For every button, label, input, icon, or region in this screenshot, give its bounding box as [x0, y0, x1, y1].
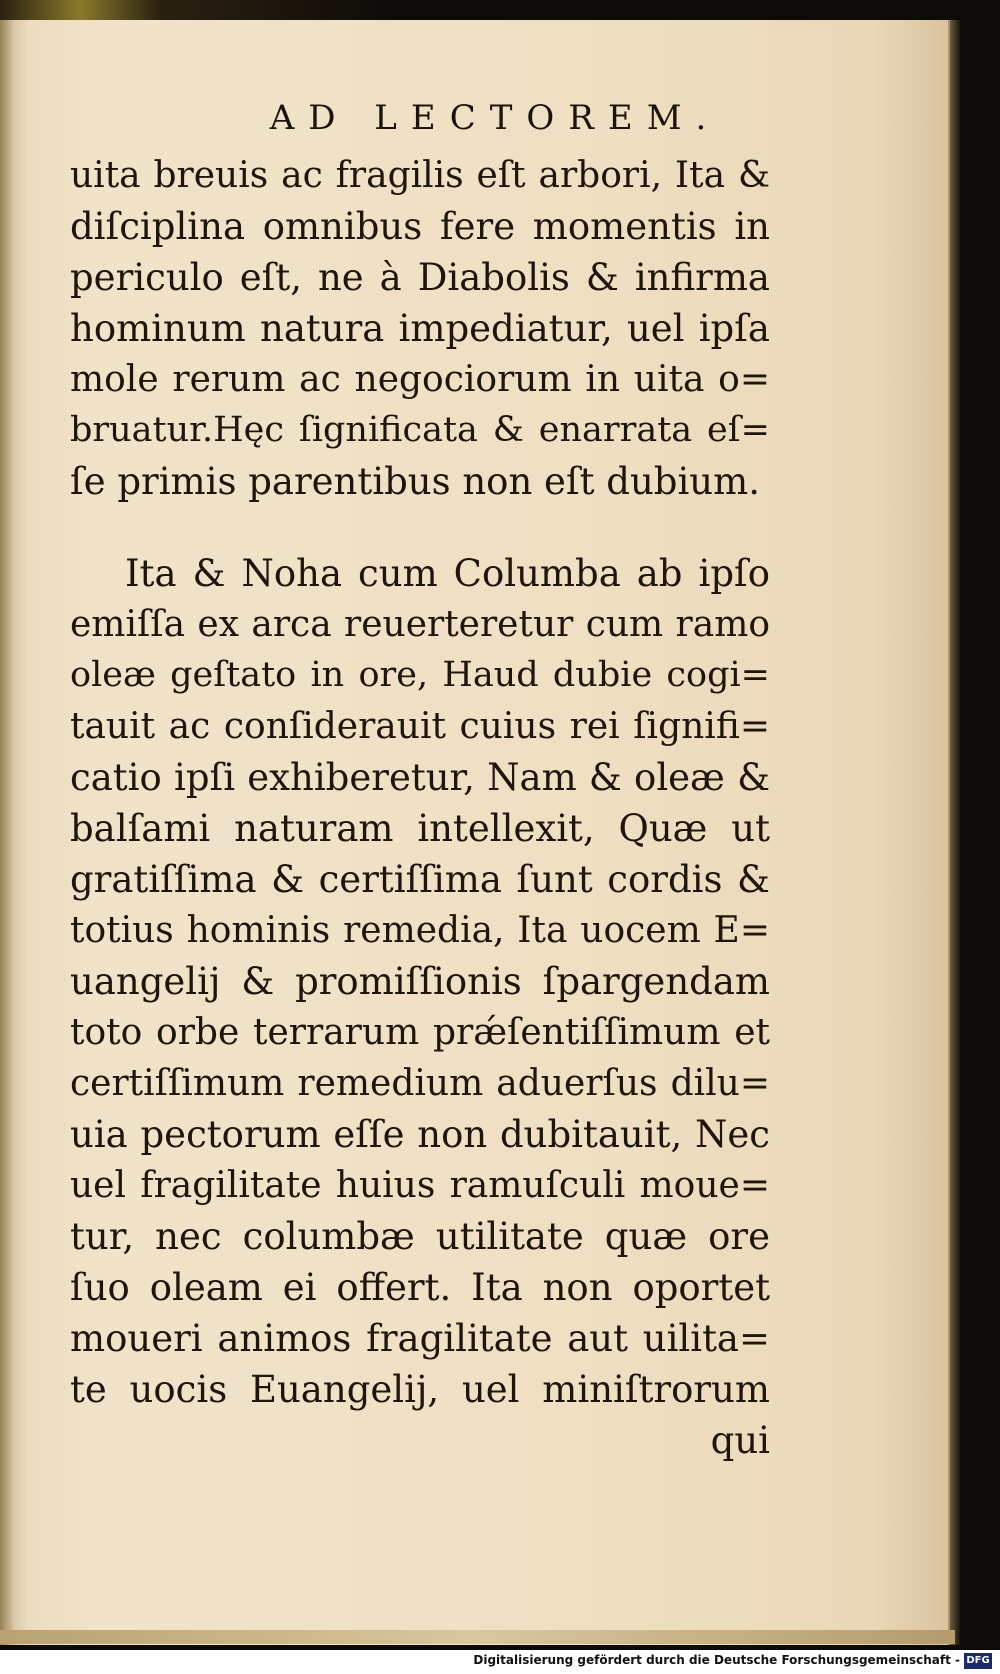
- page-edge-shadow: [950, 20, 960, 1645]
- text-line: totius hominis remedia, Ita uocem E=: [70, 910, 770, 951]
- text-line: diſciplina omnibus fere momentis in: [70, 205, 770, 248]
- text-line: moueri animos fragilitate aut uilita=: [70, 1317, 770, 1360]
- text-line: ſe primis parentibus non eſt dubium.: [70, 460, 760, 503]
- running-head: AD LECTOREM.: [269, 98, 721, 138]
- dfg-logo: DFG: [964, 1653, 992, 1669]
- page-bottom-edge: [0, 1630, 955, 1644]
- text-line: tur, nec columbæ utilitate quæ ore: [70, 1215, 770, 1258]
- text-line: Ita & Noha cum Columba ab ipſo: [125, 552, 770, 595]
- catchword: qui: [710, 1419, 770, 1462]
- text-line: uel fragilitate huius ramuſculi moue=: [70, 1165, 770, 1206]
- scan-top-edge: [0, 0, 1000, 20]
- page-binding-shadow: [0, 20, 14, 1645]
- text-line: gratiſſima & certiſſima ſunt cordis &: [70, 858, 770, 901]
- text-line: certiſſimum remedium aduerſus dilu=: [70, 1063, 770, 1104]
- text-line: te uocis Euangelij, uel miniſtrorum: [70, 1368, 770, 1411]
- paragraph-2: [70, 548, 770, 1415]
- text-line: emiſſa ex arca reuerteretur cum ramo: [70, 604, 770, 645]
- text-line: periculo eſt, ne à Diabolis & infirma: [70, 256, 770, 299]
- text-line: uita breuis ac fragilis eſt arbori, Ita &: [70, 155, 770, 196]
- body-text: [70, 150, 770, 1466]
- text-line: tauit ac conſiderauit cuius rei ſignifi=: [70, 706, 770, 747]
- paragraph-1: [70, 150, 770, 507]
- text-line: hominum natura impediatur, uel ipſa: [70, 307, 770, 350]
- text-line: bruatur.Hęc ſignificata & enarrata eſ=: [70, 410, 770, 450]
- text-line: oleæ geſtato in ore, Haud dubie cogi=: [70, 655, 770, 695]
- footer-bar: [0, 1650, 1000, 1674]
- paragraph-gap: [70, 507, 770, 548]
- footer-credit: Digitalisierung gefördert durch die Deutsche Forschungsgemeinschaft -: [473, 1653, 960, 1667]
- text-line: catio ipſi exhiberetur, Nam & oleæ &: [70, 756, 770, 799]
- text-line: ſuo oleam ei offert. Ita non oportet: [70, 1266, 770, 1309]
- text-line: mole rerum ac negociorum in uita o=: [70, 359, 770, 400]
- text-line: balſami naturam intellexit, Quæ ut: [70, 807, 770, 850]
- text-line: uia pectorum eſſe non dubitauit, Nec: [70, 1113, 770, 1156]
- text-line: toto orbe terrarum prǽſentiſſimum et: [70, 1012, 770, 1053]
- text-line: uangelij & promiſſionis ſpargendam: [70, 960, 770, 1003]
